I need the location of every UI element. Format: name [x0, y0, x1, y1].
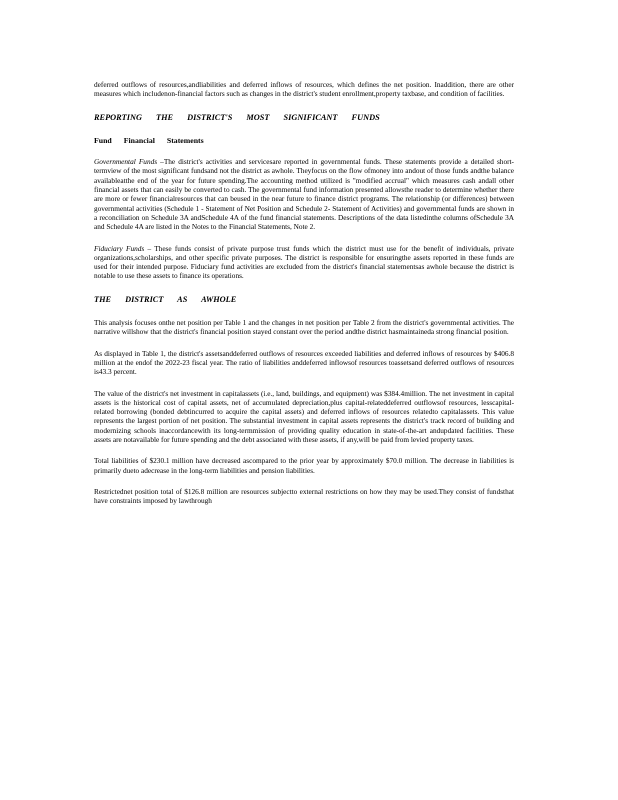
- subheading-fund-financial-statements: Fund Financial Statements: [94, 135, 204, 145]
- analysis-paragraph: This analysis focuses onthe net position per Table 1 and the changes in net position per Table 2 from the district's governmental activities. The narrative willshow that the district's financial position stayed constant over the period andthe district hasmaintaineda strong financial position.: [94, 318, 514, 337]
- liabilities-paragraph: Total liabilities of $230.1 million have decreased ascompared to the prior year by approximately $70.0 million. The decrease in liabilities is primarily dueto adecrease in the long-term liabilities and pension liabilities.: [94, 456, 514, 475]
- section-heading-reporting: REPORTING THE DISTRICT'S MOST SIGNIFICANT FUNDS: [94, 112, 380, 122]
- governmental-funds-label: Governmental Funds: [94, 157, 158, 167]
- fiduciary-funds-paragraph: [94, 244, 514, 281]
- document-page: [94, 80, 514, 506]
- fiduciary-funds-label: Fiduciary Funds: [94, 243, 145, 253]
- intro-paragraph: deferred outflows of resources,andliabilities and deferred inflows of resources, which defines the net position. Inaddition, there are other measures which includenon-financial factors such as changes in the district's student enrollment,property taxbase, and condition of facilities.: [94, 80, 514, 99]
- net-investment-paragraph: The value of the district's net investment in capitalassets (i.e., land, buildings, and equipment) was $384.4million. The net investment in capital assets is the historical cost of capital assets, net of accumulated depreciation,plus capital-relateddeferred outflowsof resources, lesscapital-related borrowing (bonded debtincurred to acquire the capital assets) and deferred inflows of resources relatedto capitalassets. This value represents the largest portion of net position. The substantial investment in capital assets represents the district's track record of building and modernizing schools inaccordancewith its long-termmission of providing quality education in state-of-the-art andupdated facilities. These assets are notavailable for future spending and the debt associated with these assets, if any,will be paid from levied property taxes.: [94, 388, 514, 445]
- fiduciary-funds-text: – These funds consist of private purpose trust funds which the district must use for the benefit of individuals, private organizations,scholarships, and other specific private purposes. The district is responsible for ensuringthe assets reported in these funds are used for their intended purpose. Fiduciary fund activities are excluded from the district's financial statementsas awhole because the district is notable to use these assets to finance its operations.: [94, 243, 514, 281]
- section-heading-district-as-whole: THE DISTRICT AS AWHOLE: [94, 294, 237, 304]
- table1-paragraph: As displayed in Table 1, the district's assetsanddeferred outflows of resources exceeded liabilities and deferred inflows of resources by $406.8 million at the endof the 2022-23 fiscal year. The ratio of liabilities anddeferred inflowsof resources toassetsand deferred outflows of resources is43.3 percent.: [94, 348, 514, 377]
- governmental-funds-text: –The district's activities and servicesare reported in governmental funds. These statements provide a detailed short-termview of the most significant fundsand not the district as awhole. Theyfocus on the flow ofmoney into andout of those funds andthe balance availableatthe end of the year for future spending.The accounting method utilized is "modified accrual" which measures cash andall other financial assets that can easily be converted to cash. The governmental fund information presented allowsthe reader to determine whether there are more or fewer financialresources that can beused in the near future to finance district programs. The relationship (or differences) between governmental activities (Schedule 1 - Statement of Net Position and Schedule 2- Statement of Activities) and governmental funds are shown in a reconciliation on Schedule 3A andSchedule 4A of the fund financial statements. Descriptions of the data listedinthe columns ofSchedule 3A and Schedule 4A are listed in the Notes to the Financial Statements, Note 2.: [94, 157, 514, 232]
- restricted-net-position-paragraph: Restrictednet position total of $126.8 million are resources subjectto external restrictions on how they may be used.They consist of fundsthat have constraints imposed by lawthrough: [94, 486, 514, 506]
- governmental-funds-paragraph: [94, 157, 514, 231]
